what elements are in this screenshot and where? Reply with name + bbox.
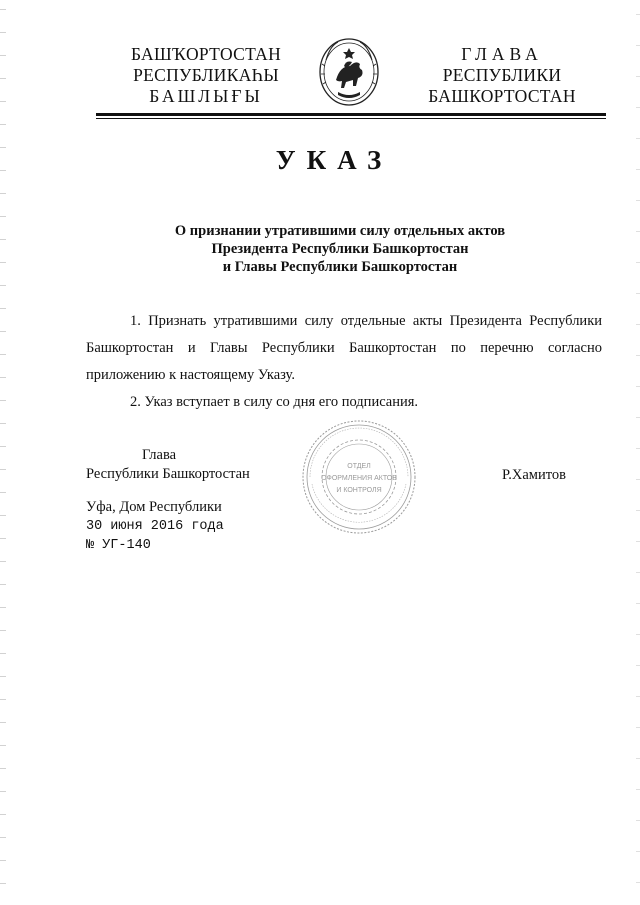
official-stamp-icon — [300, 418, 418, 536]
decree-subject-line-2: Президента Республики Башкортостан — [211, 241, 469, 257]
decree-body — [86, 308, 602, 416]
stamp-line-3: И КОНТРОЛЯ — [336, 487, 382, 494]
header-bashkir-line-3: БАШЛЫҒЫ — [149, 86, 263, 106]
decree-number: № УГ-140 — [86, 538, 151, 553]
decree-clause-2: 2. Указ вступает в силу со дня его подписания. — [130, 394, 419, 410]
decree-location: Уфа, Дом Республики — [86, 499, 222, 515]
header-russian-line-1: ГЛАВА — [461, 44, 543, 64]
signatory-name: Р.Хамитов — [502, 467, 566, 483]
decree-subject-line-1: О признании утратившими силу отдельных актов — [174, 223, 506, 239]
document-title: УКАЗ — [275, 145, 393, 175]
signatory-title — [86, 446, 266, 484]
signatory-title-line-2: Республики Башкортостан — [86, 466, 250, 482]
decree-date: 30 июня 2016 года — [86, 519, 224, 534]
stamp-line-1: ОТДЕЛ — [347, 463, 371, 470]
header-russian-line-3: БАШКОРТОСТАН — [428, 86, 576, 106]
decree-subject — [150, 222, 530, 276]
decree-clause-1: 1. Признать утратившими силу отдельные акты Президента Республики Башкортостан и Главы Республики Башкортостан по перечню согласно приложению к настоящему Указу. — [86, 313, 602, 383]
header-divider-thick — [96, 113, 606, 116]
header-divider-thin — [96, 118, 606, 119]
scan-edge-left — [0, 0, 6, 905]
decree-subject-line-3: и Главы Республики Башкортостан — [222, 259, 458, 275]
stamp-line-2: ОФОРМЛЕНИЯ АКТОВ — [321, 475, 397, 482]
header-bashkir-line-2: РЕСПУБЛИКАҺЫ — [133, 65, 279, 85]
decree-place-date — [86, 498, 224, 555]
signatory-title-line-1: Глава — [142, 447, 177, 463]
header-russian — [412, 44, 592, 107]
header-russian-line-2: РЕСПУБЛИКИ — [442, 65, 562, 85]
header-bashkir-line-1: БАШҠОРТОСТАН — [130, 44, 282, 64]
scan-edge-right — [636, 0, 640, 905]
bashkortostan-coat-of-arms-icon — [316, 36, 382, 108]
header-bashkir — [108, 44, 304, 107]
